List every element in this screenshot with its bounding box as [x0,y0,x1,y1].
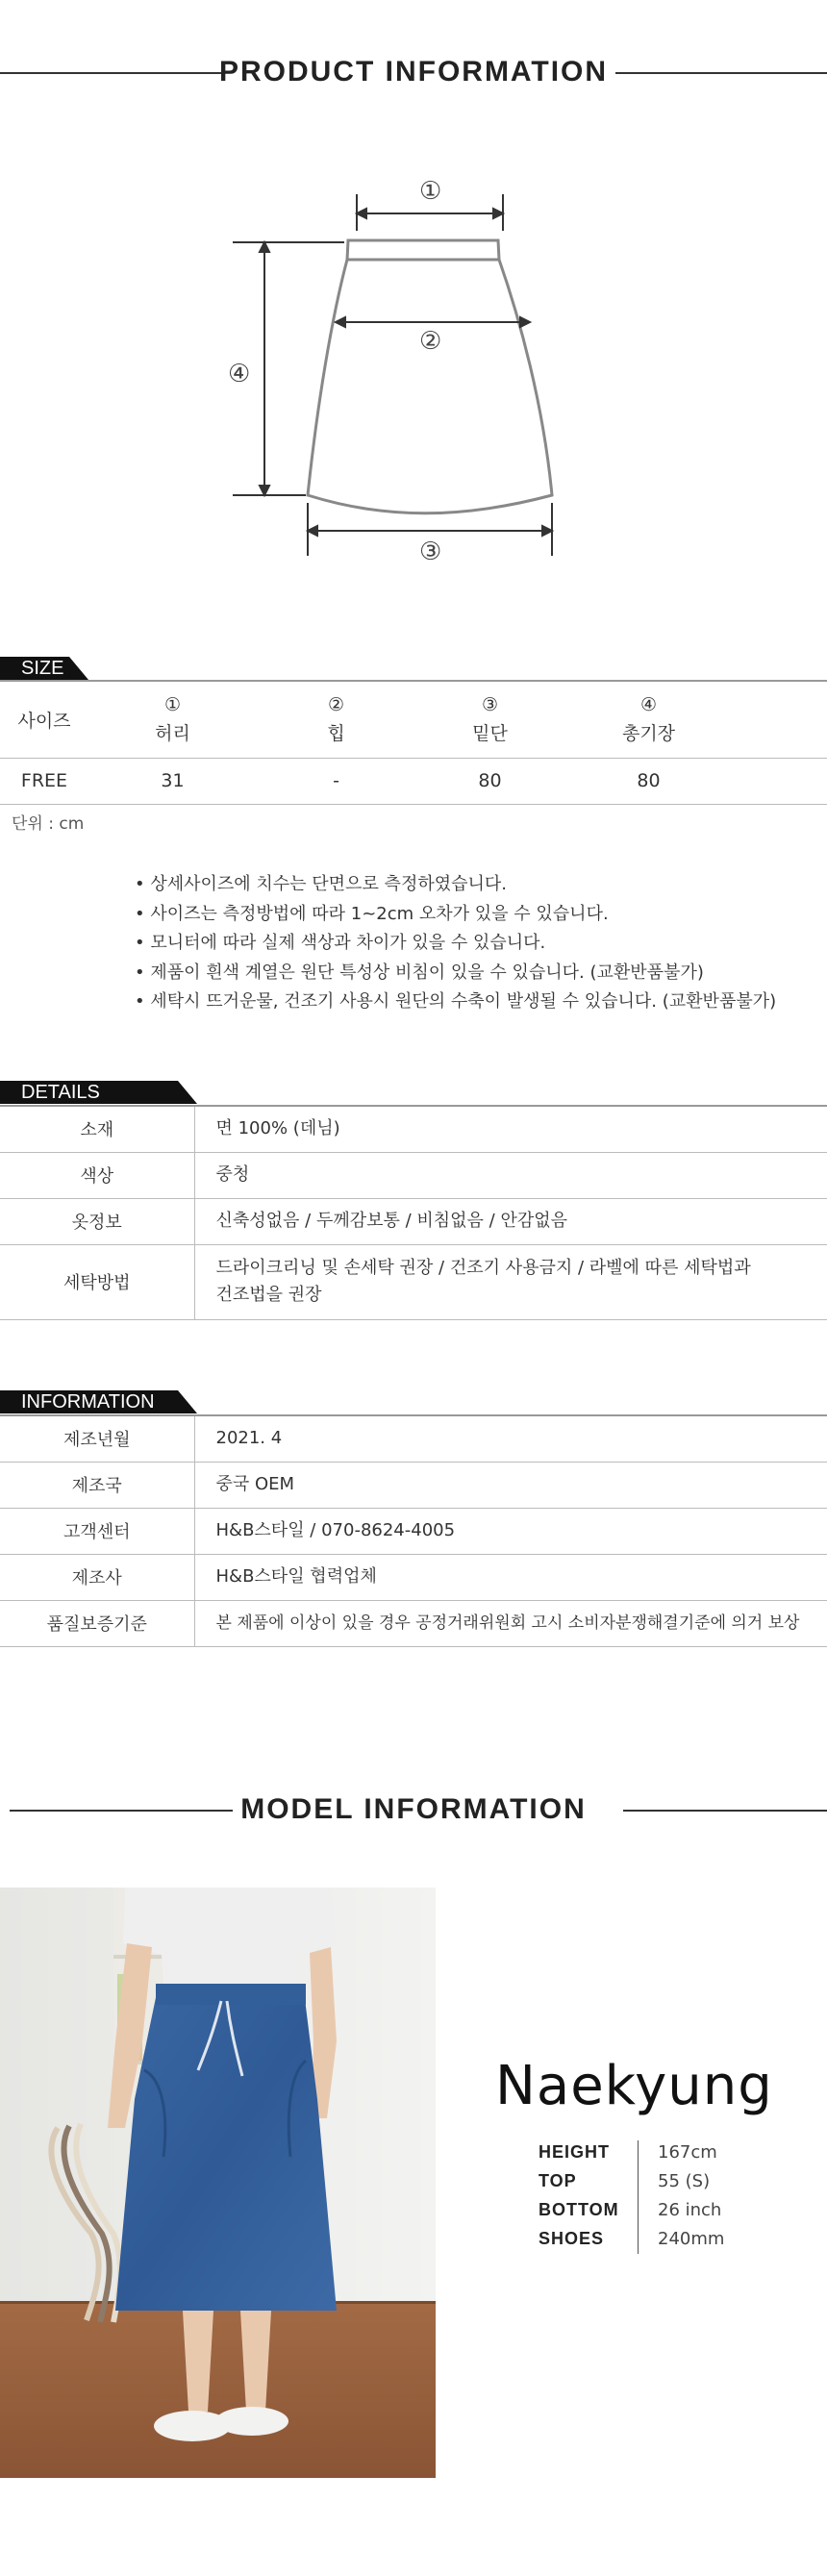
model-info-title: MODEL INFORMATION [240,1793,587,1825]
size-value: 31 [88,758,257,804]
size-col-name: 밑단 [472,723,508,745]
size-col-num: ③ [481,694,499,716]
note-item: • 사이즈는 측정방법에 따라 1~2cm 오차가 있을 수 있습니다. [135,900,776,930]
size-col-length [564,681,733,758]
details-table [0,1105,827,1320]
info-value: 본 제품에 이상이 있을 경우 공정거래위원회 고시 소비자분쟁해결기준에 의거 보상 [194,1600,827,1646]
details-row [0,1198,827,1244]
info-value: H&B스타일 / 070-8624-4005 [194,1508,827,1554]
model-stat-value: 240mm [658,2228,725,2249]
diagram-label-1: ① [419,177,442,206]
details-value [194,1244,827,1319]
info-value: 2021. 4 [194,1415,827,1462]
size-col-hip [257,681,415,758]
details-key: 세탁방법 [0,1244,194,1319]
skirt-measurement-diagram [0,163,827,587]
model-stat-row [539,2138,724,2166]
model-stat-value: 167cm [658,2141,717,2163]
size-col-num: ① [163,694,182,716]
info-value: 중국 OEM [194,1462,827,1508]
info-row [0,1508,827,1554]
size-header-row [0,681,827,758]
details-key: 색상 [0,1152,194,1198]
information-tab: INFORMATION [0,1390,178,1413]
details-value: 신축성없음 / 두께감보통 / 비침없음 / 안감없음 [194,1198,827,1244]
size-label: FREE [0,758,88,804]
model-stat-value: 55 (S) [658,2170,711,2191]
size-tab: SIZE [0,657,69,680]
model-stat-value: 26 inch [658,2199,722,2220]
model-info-header [0,1790,827,1829]
info-row [0,1600,827,1646]
size-unit: 단위 : cm [12,814,85,834]
model-photo [0,1888,436,2478]
model-name: Naekyung [495,2055,773,2117]
info-key: 고객센터 [0,1508,194,1554]
diagram-label-3: ③ [419,538,442,566]
details-value: 중청 [194,1152,827,1198]
details-value-line: 드라이크리닝 및 손세탁 권장 / 건조기 사용금지 / 라벨에 따른 세탁법과 [215,1258,751,1278]
size-row-free [0,758,827,804]
size-value: - [257,758,415,804]
header-line-right [623,1810,827,1812]
info-key: 제조국 [0,1462,194,1508]
info-row [0,1554,827,1600]
size-col-num: ② [327,694,345,716]
size-value: 80 [415,758,564,804]
information-table [0,1414,827,1647]
notes-list [135,870,776,1017]
stats-divider [638,2140,639,2254]
details-row [0,1152,827,1198]
model-stat-row [539,2195,724,2224]
product-info-title: PRODUCT INFORMATION [218,56,609,88]
size-row-label: 사이즈 [0,681,88,758]
model-stat-key: SHOES [539,2228,605,2248]
info-key: 제조년월 [0,1415,194,1462]
diagram-label-2: ② [419,327,442,356]
note-item: • 모니터에 따라 실제 색상과 차이가 있을 수 있습니다. [135,929,776,959]
size-value: 80 [564,758,733,804]
model-stat-row [539,2166,724,2195]
info-value: H&B스타일 협력업체 [194,1554,827,1600]
details-tab: DETAILS [0,1081,178,1104]
model-stat-row [539,2224,724,2253]
note-item: • 제품이 흰색 계열은 원단 특성상 비침이 있을 수 있습니다. (교환반품불가) [135,959,776,988]
diagram-label-4: ④ [228,360,251,388]
details-value: 면 100% (데님) [194,1106,827,1152]
size-col-name: 힙 [327,723,345,745]
product-info-header [0,53,827,91]
size-col-num: ④ [639,694,658,716]
size-col-hem [415,681,564,758]
details-value-line: 건조법을 권장 [215,1285,322,1305]
size-table [0,680,827,805]
header-line-right [615,72,827,74]
note-item: • 세탁시 뜨거운물, 건조기 사용시 원단의 수축이 발생될 수 있습니다. (교환반품불가) [135,988,776,1017]
size-col-waist [88,681,257,758]
info-row [0,1415,827,1462]
info-row [0,1462,827,1508]
info-key: 제조사 [0,1554,194,1600]
details-row [0,1106,827,1152]
info-key: 품질보증기준 [0,1600,194,1646]
details-key: 옷정보 [0,1198,194,1244]
model-stats [539,2138,724,2253]
details-row [0,1244,827,1319]
model-stat-key: TOP [539,2170,577,2190]
details-key: 소재 [0,1106,194,1152]
note-item: • 상세사이즈에 치수는 단면으로 측정하였습니다. [135,870,776,900]
model-stat-key: HEIGHT [539,2141,611,2162]
size-col-name: 허리 [155,723,190,745]
size-col-name: 총기장 [621,723,676,745]
model-stat-key: BOTTOM [539,2199,619,2219]
